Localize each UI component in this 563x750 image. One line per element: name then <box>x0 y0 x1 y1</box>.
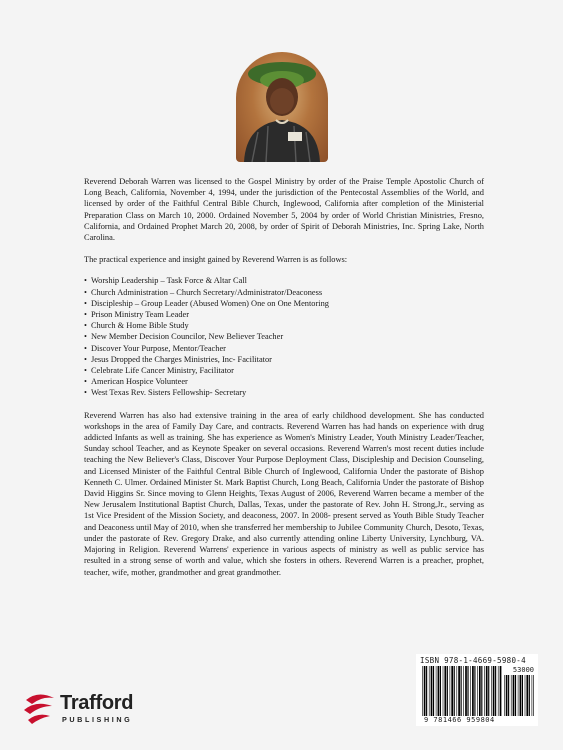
price-code: 53000 <box>512 666 534 674</box>
ean-bars <box>422 666 502 716</box>
experience-item: • Discover Your Purpose, Mentor/Teacher <box>84 343 484 354</box>
isbn-text: ISBN 978-1-4669-5980-4 <box>420 656 526 665</box>
biography <box>84 176 484 589</box>
experience-item: • American Hospice Volunteer <box>84 376 484 387</box>
experience-item: • Jesus Dropped the Charges Ministries, Inc- Facilitator <box>84 354 484 365</box>
experience-list <box>84 275 484 398</box>
isbn-barcode <box>416 654 538 726</box>
experience-item: • New Member Decision Councilor, New Believer Teacher <box>84 331 484 342</box>
author-portrait-image <box>236 52 328 162</box>
addon-bars <box>504 675 534 716</box>
experience-item: • Prison Ministry Team Leader <box>84 309 484 320</box>
trafford-swoosh-icon <box>22 692 58 726</box>
experience-item: • Church & Home Bible Study <box>84 320 484 331</box>
experience-item: • Church Administration – Church Secretary/Administrator/Deaconess <box>84 287 484 298</box>
ean-digits: 9 781466 959804 <box>424 716 495 724</box>
publisher-name: Trafford <box>60 692 134 714</box>
experience-item: • Discipleship – Group Leader (Abused Women) One on One Mentoring <box>84 298 484 309</box>
publisher-subtitle: PUBLISHING <box>62 715 133 724</box>
bio-paragraph-1: Reverend Deborah Warren was licensed to the Gospel Ministry by order of the Praise Temple Apostolic Church of Long Beach, California, November 4, 1994, under the jurisdiction of the Pentecostal Assemblies of the World, and licensed by order of the Faithful Central Bible Church, Inglewood, California after completion of the Ministerial Preparation Class on March 10, 2000. Ordained November 5, 2004 by order of World Christian Ministries, Fresno, California, and Ordained Prophet March 20, 2008, by order of Spirit of Deborah Ministries, Inc. Spring Lake, North Carolina. <box>84 177 484 243</box>
experience-item: • Celebrate Life Cancer Ministry, Facilitator <box>84 365 484 376</box>
experience-intro: The practical experience and insight gained by Reverend Warren is as follows: <box>84 255 348 265</box>
bio-paragraph-2: Reverend Warren has also had extensive training in the area of early childhood development. She has conducted workshops in the area of Family Day Care, and contracts. Reverend Warren has had hands on experience with drug addicted Infants as well as training. She has experience as Women's Ministry Leader, Youth Ministry Leader/Teacher, Sunday school Teacher, and as Keynote Speaker on several occasions. Reverend Warren's most recent duties include teaching the New Believer's Class, Discover Your Purpose Deployment Class, Discipleship and Decision Counseling, and Licensed Minister of the Faithful Central Bible Church of Inglewood, California Under the pastorate of Bishop Kenneth C. Ulmer. Ordained Minister St. Mark Baptist Church, Long Beach, California Under the pastorate of Bishop David Higgins Sr. Since moving to Glenn Heights, Texas August of 2006, Reverend Warren became a member of the New Jerusalem Institutional Baptist Church, Dallas, Texas, under the pastorate of Rev. John H. Strong,Jr., serving as 1st Vice President of the Mission Society, and deaconess, 2007. In 2008- present served as Youth Bible Study Teacher and Deaconess until May of 2010, when she transferred her membership to Jubilee Community Church, Desoto, Texas, under the pastorate of Rev. Gregory Drake, and also currently attending online Liberty University, Lynchburg, VA. Majoring in Religion. Reverend Warrens' experience in various aspects of ministry as well as public service has resulted in a strong sense of worth and value, which she fosters in others. Reverend Warren is a preacher, prophet, teacher, wife, mother, grandmother and great grandmother. <box>84 410 484 577</box>
publisher-logo <box>22 692 172 732</box>
author-portrait <box>236 52 328 162</box>
experience-item: • Worship Leadership – Task Force & Altar Call <box>84 275 484 286</box>
experience-item: • West Texas Rev. Sisters Fellowship- Secretary <box>84 387 484 398</box>
